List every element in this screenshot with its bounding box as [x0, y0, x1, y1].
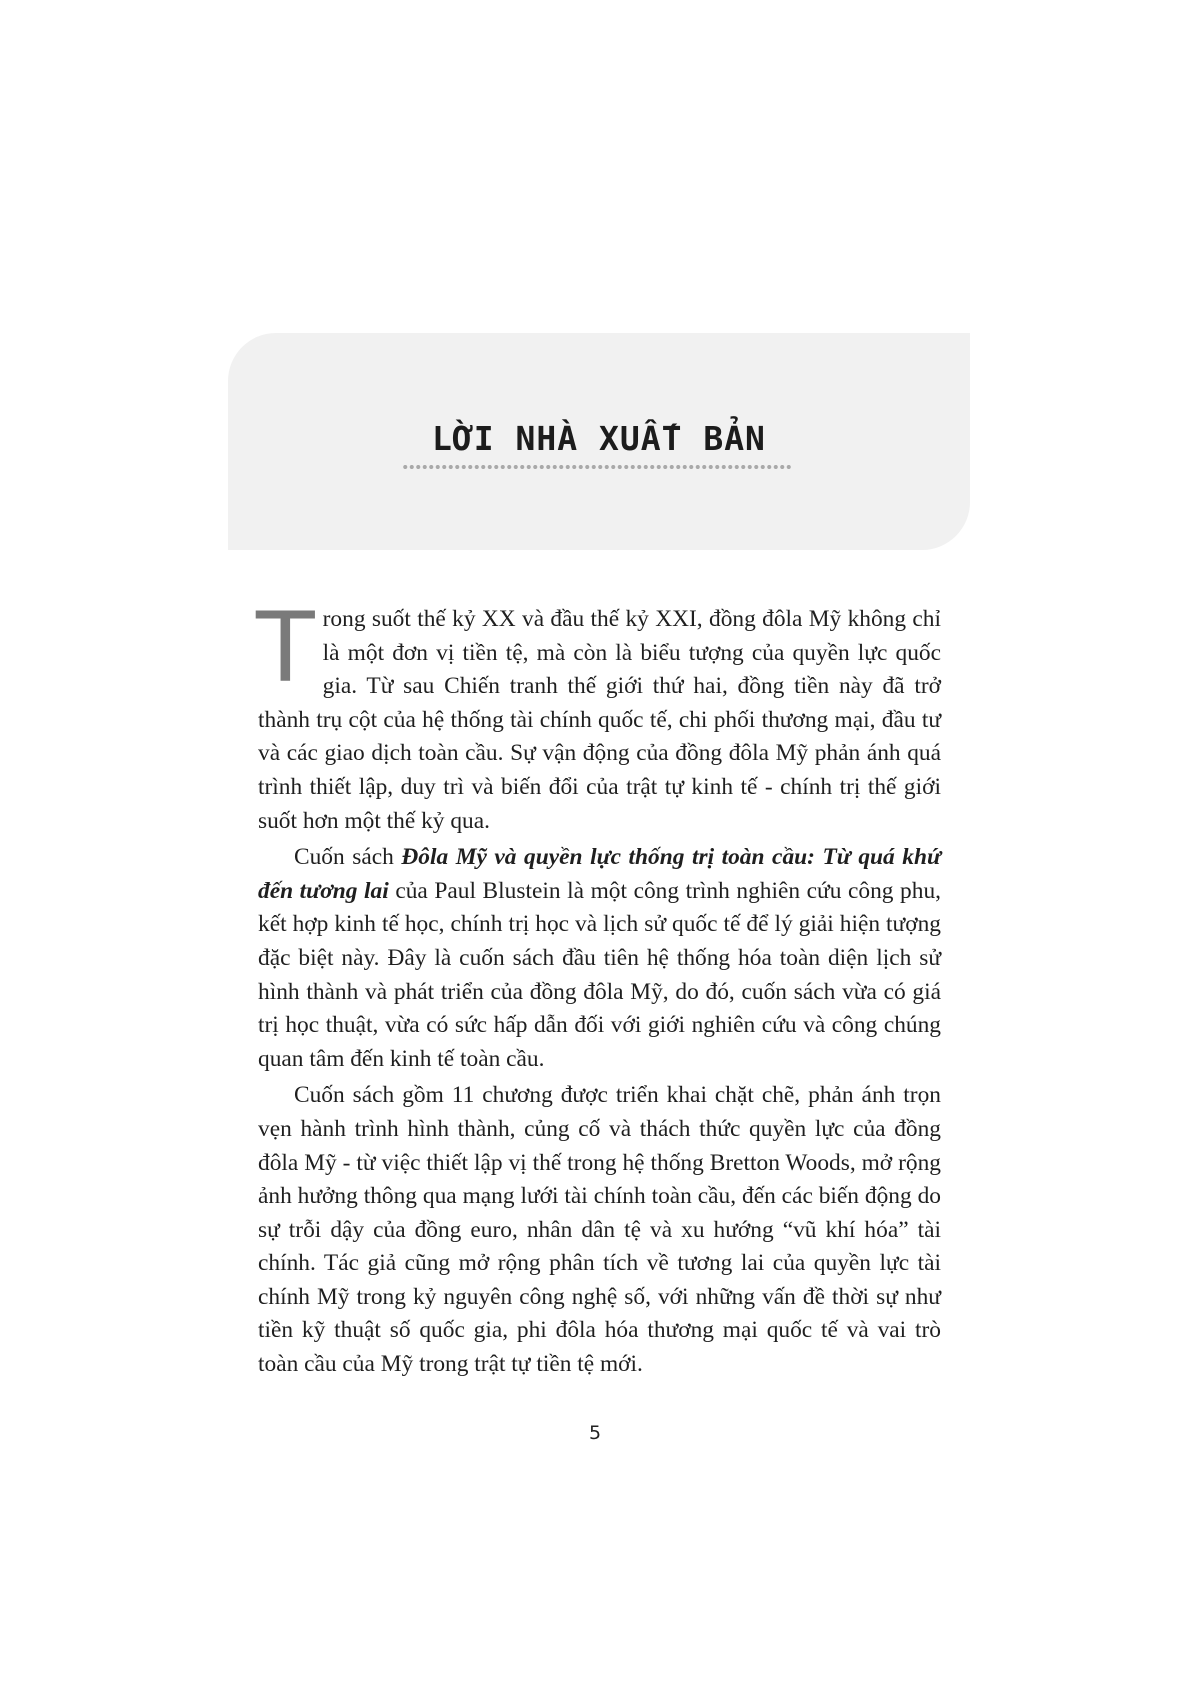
paragraph-2-intro: Cuốn sách [294, 844, 402, 871]
page-number: 5 [588, 1422, 602, 1444]
body-text [256, 592, 942, 1385]
paragraph-1 [256, 592, 941, 838]
paragraph-1-text: rong suốt thế kỷ XX và đầu thế kỷ XXI, đồng đôla Mỹ không chỉ là một đơn vị tiền tệ, mà còn là biểu tượng của quyền lực quốc gia. Từ sau Chiến tranh thế giới thứ hai, đồng tiền này đã trở thành trụ cột của hệ thống tài chính quốc tế, chi phối thương mại, đầu tư và các giao dịch toàn cầu. Sự vận động của đồng đôla Mỹ phản ánh quá trình thiết lập, duy trì và biến đổi của trật tự kinh tế - chính trị thế giới suốt hơn một thế kỷ qua. [258, 606, 941, 834]
paragraph-2-text: của Paul Blustein là một công trình nghiên cứu công phu, kết hợp kinh tế học, chính trị học và lịch sử quốc tế để lý giải hiện tượng đặc biệt này. Đây là cuốn sách đầu tiên hệ thống hóa toàn diện lịch sử hình thành và phát triển của đồng đôla Mỹ, do đó, cuốn sách vừa có giá trị học thuật, vừa có sức hấp dẫn đối với giới nghiên cứu và công chúng quan tâm đến kinh tế toàn cầu. [258, 877, 941, 1072]
paragraph-3 [258, 1079, 941, 1381]
paragraph-3-text: Cuốn sách gồm 11 chương được triển khai chặt chẽ, phản ánh trọn vẹn hành trình hình thành, củng cố và thách thức quyền lực của đồng đôla Mỹ - từ việc thiết lập vị thế trong hệ thống Bretton Woods, mở rộng ảnh hưởng thông qua mạng lưới tài chính toàn cầu, đến các biến động do sự trỗi dậy của đồng euro, nhân dân tệ và xu hướng “vũ khí hóa” tài chính. Tác giả cũng mở rộng phân tích về tương lai của quyền lực tài chính Mỹ trong kỷ nguyên công nghệ số, với những vấn đề thời sự như tiền kỹ thuật số quốc gia, phi đôla hóa thương mại quốc tế và vai trò toàn cầu của Mỹ trong trật tự tiền tệ mới. [258, 1082, 941, 1378]
paragraph-2 [258, 841, 941, 1076]
chapter-title: LỜI NHÀ XUẤT BẢN [432, 419, 766, 458]
title-dotted-rule [402, 464, 792, 470]
book-title: Đôla Mỹ và quyền lực thống trị toàn cầu: Từ quá khứ đến tương lai [258, 844, 942, 904]
drop-cap: T [256, 592, 315, 704]
chapter-header-panel [228, 333, 970, 550]
